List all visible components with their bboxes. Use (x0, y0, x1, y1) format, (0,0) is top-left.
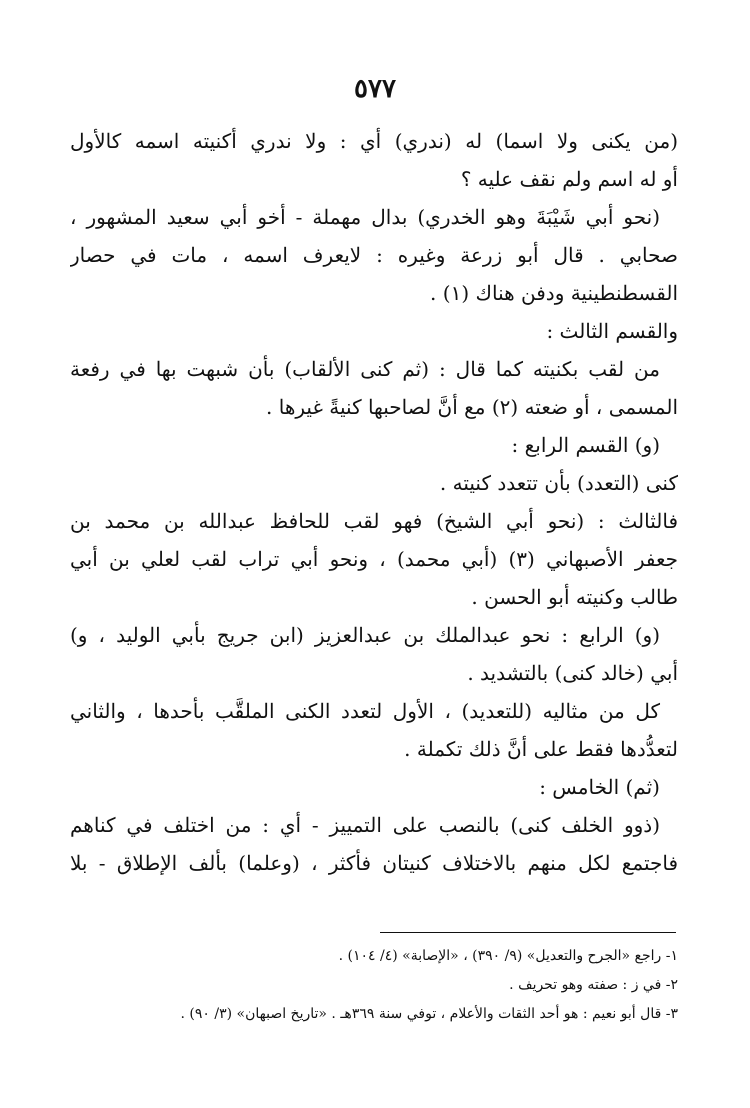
text-line: كل من مثاليه (للتعديد) ، الأول لتعدد الكنى الملقَّب بأحدها ، والثاني (70, 699, 660, 723)
text-line: صحابي . قال أبو زرعة وغيره : لايعرف اسمه ، مات في حصار (70, 243, 678, 267)
main-text (70, 122, 678, 882)
footnotes (70, 944, 678, 1031)
text-line: (ثم) الخامس : (539, 775, 660, 799)
text-line: (و) القسم الرابع : (511, 433, 660, 457)
text-line: كنى (التعدد) بأن تتعدد كنيته . (439, 471, 678, 495)
text-line: المسمى ، أو ضعته (٢) مع أنَّ لصاحبها كنيةً غيرها . (266, 395, 678, 419)
page-number: ٥٧٧ (354, 74, 396, 104)
text-line: (و) الرابع : نحو عبدالملك بن عبدالعزيز (ابن جريج بأبي الوليد ، و) (70, 623, 660, 647)
text-line: (من يكنى ولا اسما) له (ندري) أي : ولا ندري أكنيته اسمه كالأول (70, 129, 678, 153)
text-line: القسطنطينية ودفن هناك (١) . (430, 281, 678, 305)
text-line: أو له اسم ولم نقف عليه ؟ (460, 167, 678, 191)
footnote: ٣- قال أبو نعيم : هو أحد الثقات والأعلام ، توفي سنة ٣٦٩هـ . «تاريخ اصبهان» (٣/ ٩٠) . (180, 1006, 678, 1022)
footnote: ٢- في ز : صفته وهو تحريف . (509, 977, 678, 993)
text-line: (نحو أبي شَيْبَةَ وهو الخدري) بدال مهملة - أخو أبي سعيد المشهور ، (70, 205, 660, 229)
text-line: لتعدُّدها فقط على أنَّ ذلك تكملة . (404, 737, 678, 761)
footnote: ١- راجع «الجرح والتعديل» (٩/ ٣٩٠) ، «الإصابة» (٤/ ١٠٤) . (338, 948, 678, 964)
text-line: فاجتمع لكل منهم بالاختلاف كنيتان فأكثر ، (وعلما) بألف الإطلاق - بلا (70, 851, 678, 875)
text-line: من لقب بكنيته كما قال : (ثم كنى الألقاب) بأن شبهت بها في رفعة (70, 357, 660, 381)
text-line: جعفر الأصبهاني (٣) (أبي محمد) ، ونحو أبي تراب لقب لعلي بن أبي (70, 547, 678, 571)
text-line: والقسم الثالث : (546, 319, 678, 343)
footnote-separator (380, 932, 676, 933)
text-line: (ذوو الخلف كنى) بالنصب على التمييز - أي : من اختلف في كناهم (70, 813, 660, 837)
text-line: فالثالث : (نحو أبي الشيخ) فهو لقب للحافظ عبدالله بن محمد بن (70, 509, 678, 533)
text-line: أبي (خالد كنى) بالتشديد . (467, 661, 678, 685)
text-line: طالب وكنيته أبو الحسن . (471, 585, 678, 609)
